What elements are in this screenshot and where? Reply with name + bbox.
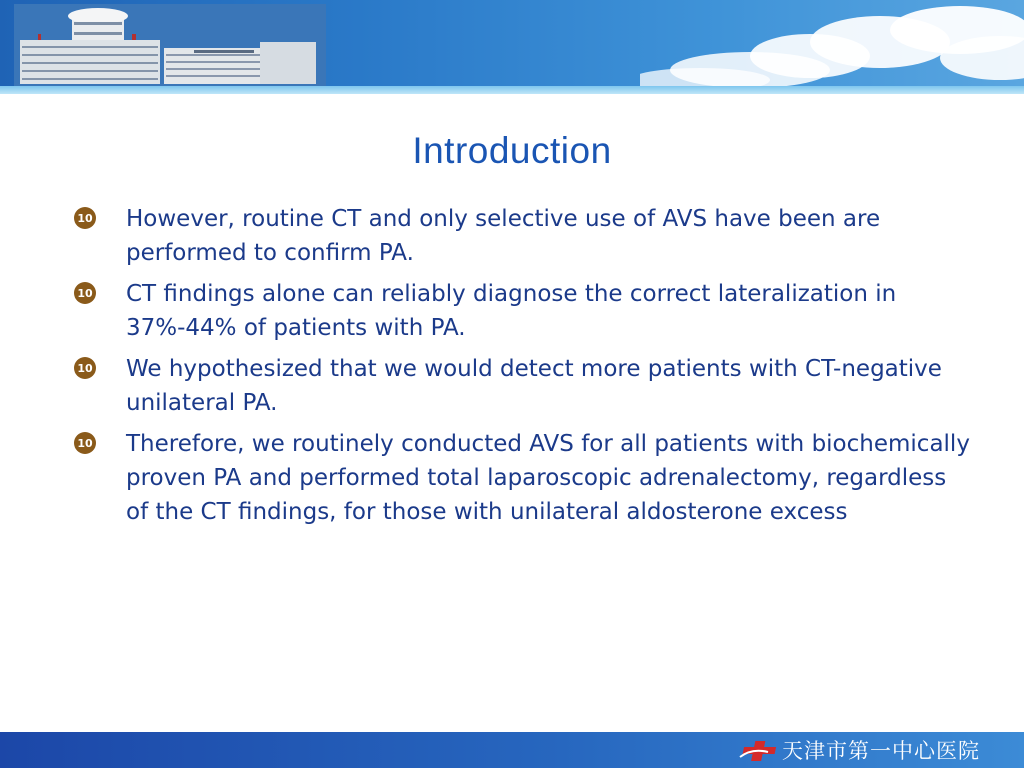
bullet-text: Therefore, we routinely conducted AVS for all patients with biochemically proven PA and performed total laparoscopic adrenalectomy, regardless of the CT findings, for those with unilateral aldosterone excess: [126, 431, 970, 525]
list-item: [74, 427, 974, 529]
bullet-list: [74, 202, 974, 536]
hospital-name: 天津市第一中心医院: [782, 739, 980, 763]
slide-title: Introduction: [412, 130, 612, 171]
numbered-circle-bullet-icon: 10: [74, 282, 96, 304]
bullet-text: CT findings alone can reliably diagnose the correct lateralization in 37%-44% of patients with PA.: [126, 281, 897, 341]
clouds-decoration: [640, 0, 1024, 86]
numbered-circle-bullet-icon: 10: [74, 432, 96, 454]
header-accent-strip: [0, 86, 1024, 94]
numbered-circle-bullet-icon: 10: [74, 207, 96, 229]
list-item: [74, 277, 974, 345]
header-banner: [0, 0, 1024, 86]
hospital-building-icon: [14, 4, 326, 86]
list-item: [74, 352, 974, 420]
list-item: [74, 202, 974, 270]
bullet-text: We hypothesized that we would detect more patients with CT-negative unilateral PA.: [126, 356, 942, 416]
hospital-cross-logo-icon: [738, 738, 778, 764]
bullet-text: However, routine CT and only selective use of AVS have been are performed to confirm PA.: [126, 206, 881, 266]
numbered-circle-bullet-icon: 10: [74, 357, 96, 379]
